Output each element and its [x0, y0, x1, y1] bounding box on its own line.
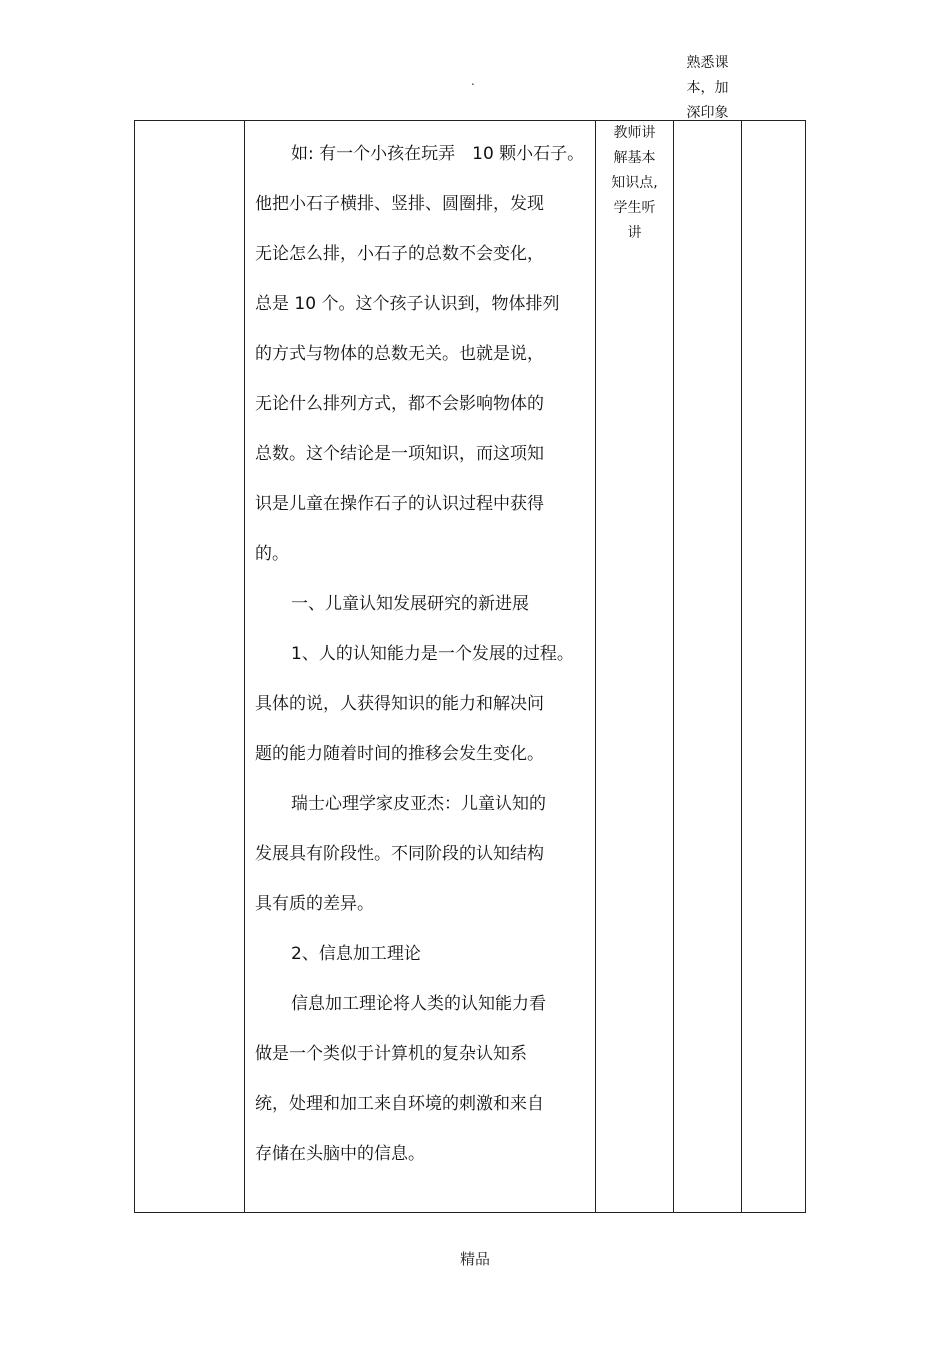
content-line: 信息加工理论将人类的认知能力看	[291, 994, 546, 1014]
teacher-activity-line: 教师讲	[613, 125, 656, 141]
content-line: 1、人的认知能力是一个发展的过程。	[291, 644, 574, 664]
content-line: 存储在头脑中的信息。	[255, 1144, 425, 1164]
lesson-content	[245, 121, 595, 1179]
content-line: 的方式与物体的总数无关。也就是说，	[255, 344, 544, 364]
table-row	[135, 121, 806, 1213]
content-line: 一、儿童认知发展研究的新进展	[291, 594, 529, 614]
content-line: 无论怎么排，小石子的总数不会变化，	[255, 244, 544, 264]
stage-cell	[135, 121, 245, 1213]
student-activity-line: 熟悉课	[686, 55, 729, 71]
lesson-table	[134, 55, 806, 1213]
content-line: 瑞士心理学家皮亚杰：儿童认知的	[291, 794, 546, 814]
student-activity-line: 深印象	[686, 105, 729, 121]
content-line: 总数。这个结论是一项知识，而这项知	[255, 444, 544, 464]
content-line: 总是 10 个。这个孩子认识到，物体排列	[255, 294, 560, 314]
content-line: 做是一个类似于计算机的复杂认知系	[255, 1044, 527, 1064]
content-line: 他把小石子横排、竖排、圆圈排，发现	[255, 194, 544, 214]
content-line: 题的能力随着时间的推移会发生变化。	[255, 744, 544, 764]
content-line: 的。	[255, 544, 289, 564]
content-line: 发展具有阶段性。不同阶段的认知结构	[255, 844, 544, 864]
teacher-activity-line: 解基本	[613, 150, 656, 166]
content-line: 无论什么排列方式，都不会影响物体的	[255, 394, 544, 414]
content-line: 如: 有一个小孩在玩弄 10 颗小石子。	[291, 144, 585, 164]
content-line: 2、信息加工理论	[291, 944, 421, 964]
teacher-activity	[596, 121, 673, 246]
content-line: 统，处理和加工来自环境的刺激和来自	[255, 1094, 544, 1114]
teacher-activity-line: 知识点,	[611, 175, 658, 191]
teacher-activity-cell	[596, 121, 674, 1213]
content-line: 具有质的差异。	[255, 894, 374, 914]
student-activity-line: 本，加	[686, 80, 729, 96]
remarks-cell	[742, 121, 806, 1213]
content-cell	[245, 121, 596, 1213]
teacher-activity-line: 讲	[627, 225, 642, 241]
header-mark: .	[471, 74, 475, 88]
content-line: 识是儿童在操作石子的认识过程中获得	[255, 494, 544, 514]
page-footer: 精品	[459, 1250, 490, 1268]
student-activity	[674, 51, 741, 126]
content-line: 具体的说，人获得知识的能力和解决问	[255, 694, 544, 714]
teacher-activity-line: 学生听	[613, 200, 656, 216]
student-activity-cell	[674, 55, 742, 1213]
